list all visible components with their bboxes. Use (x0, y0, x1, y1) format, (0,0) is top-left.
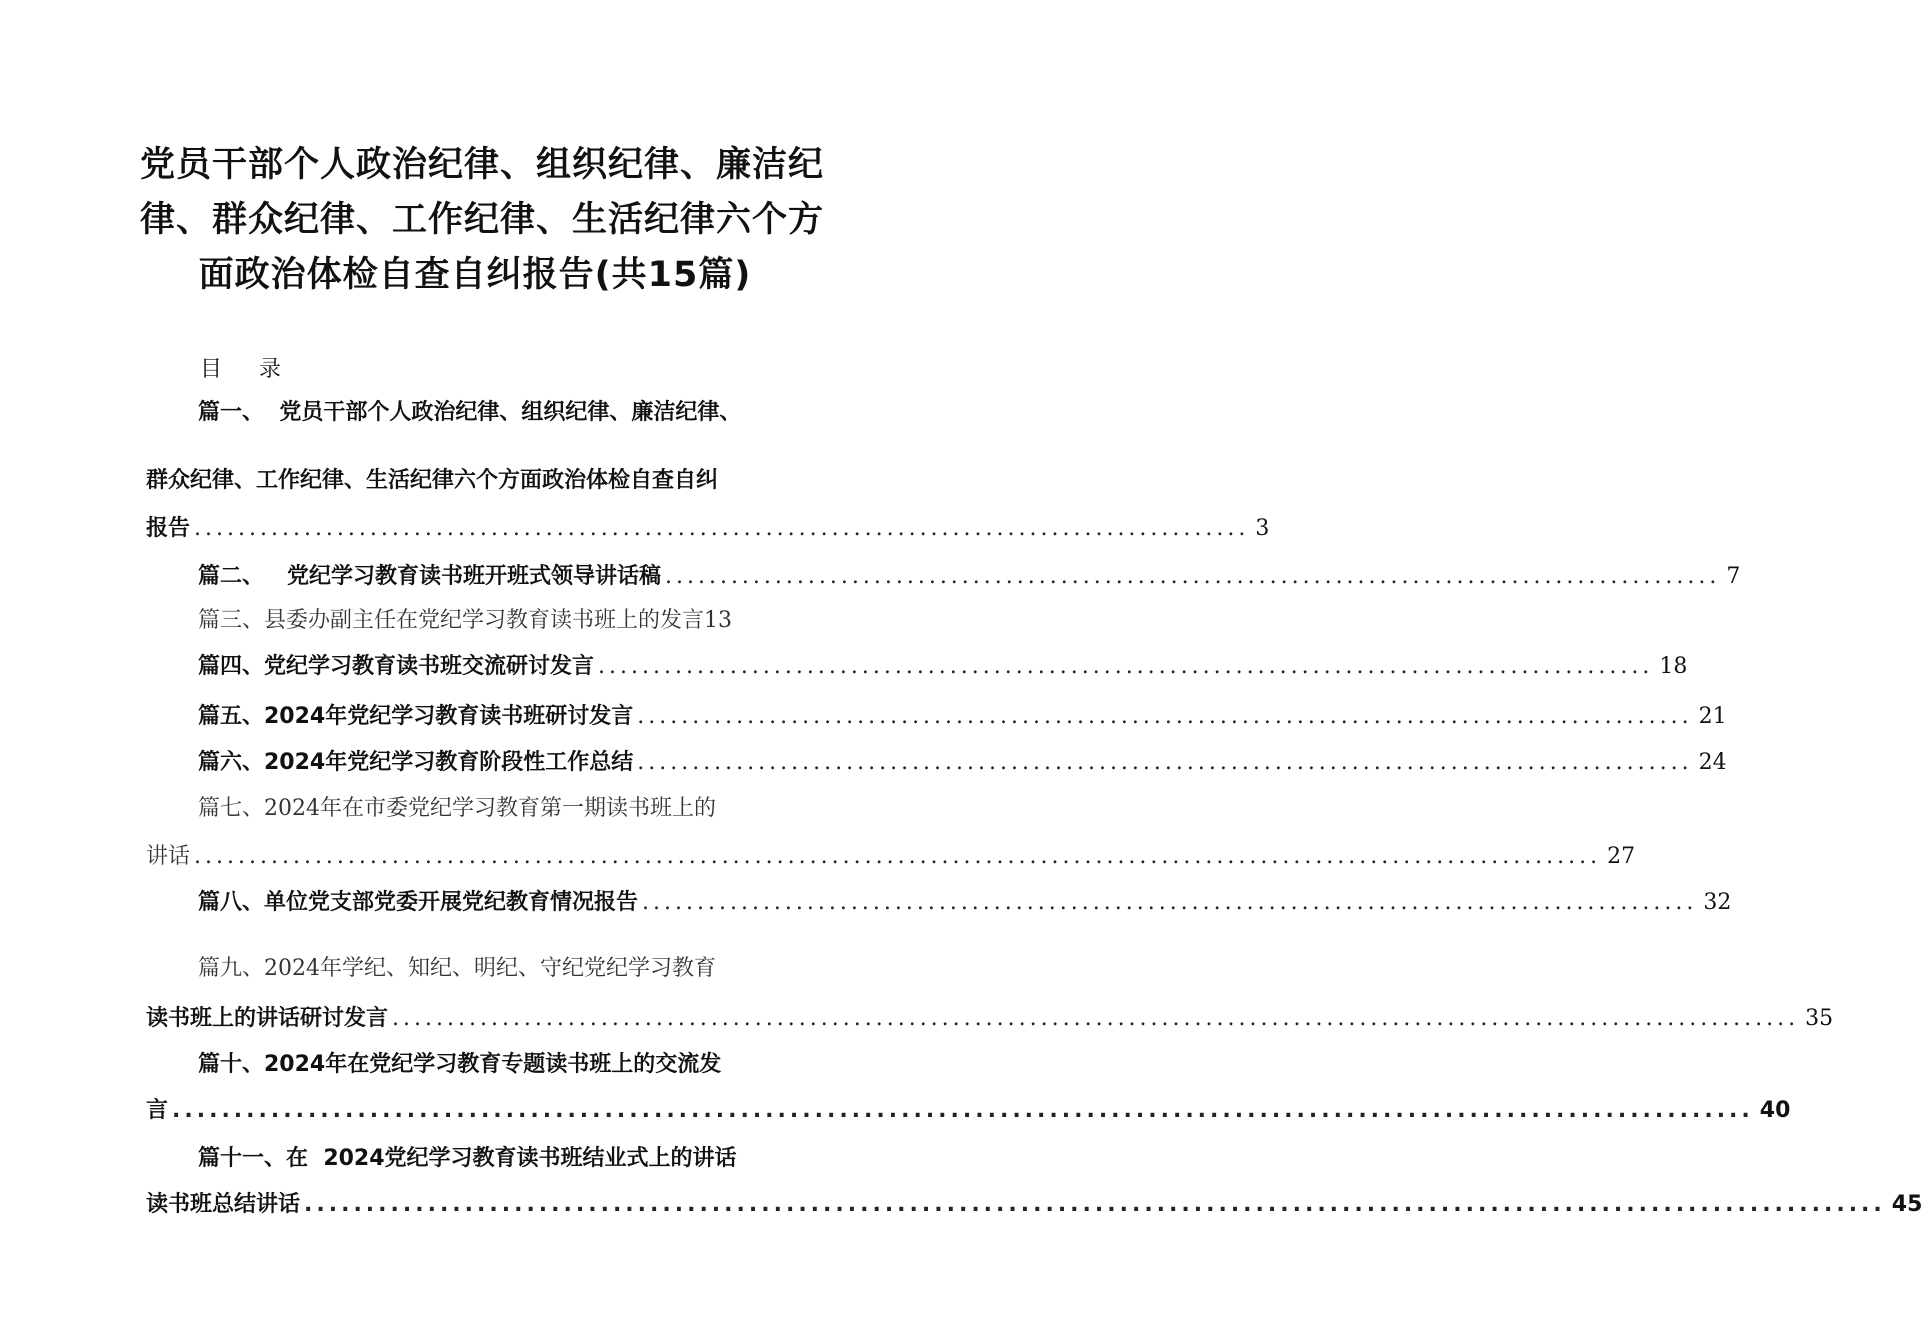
toc-leader-dots: ................................................................................................................................ (172, 1098, 1754, 1123)
toc-page-number: 24 (1698, 750, 1727, 775)
toc-entry-text: 篇四、党纪学习教育读书班交流研讨发言 (198, 654, 595, 679)
toc-heading: 目 录 (200, 357, 282, 382)
toc-entry-text: 篇八、单位党支部党委开展党纪教育情况报告 (198, 890, 639, 915)
toc-entry-1-line-1[interactable] (198, 398, 818, 428)
toc-page-number: 7 (1726, 564, 1741, 589)
toc-entry-text: 篇九、2024年学纪、知纪、明纪、守纪党纪学习教育 (198, 956, 716, 981)
toc-entry-text: 言 (146, 1098, 169, 1123)
toc-leader-dots: ................................................................................................ (194, 516, 1250, 541)
title-line-2: 律、群众纪律、工作纪律、生活纪律六个方 (140, 200, 825, 240)
toc-page-number: 27 (1607, 844, 1636, 869)
toc-entry-6[interactable] (198, 748, 1727, 778)
toc-page-number: 40 (1759, 1098, 1791, 1123)
toc-leader-dots: ................................................................................................ (637, 704, 1693, 729)
toc-leader-dots: ................................................................................................................................ (392, 1006, 1800, 1031)
toc-leader-dots: ................................................................................................ (664, 564, 1721, 589)
toc-entry-8[interactable] (198, 888, 1732, 918)
toc-entry-text: 篇十一、在 2024党纪学习教育读书班结业式上的讲话 (198, 1146, 737, 1171)
toc-entry-7-line-2[interactable] (146, 842, 1636, 872)
toc-entry-text: 读书班总结讲话 (146, 1192, 301, 1217)
toc-entry-2[interactable] (198, 562, 1741, 592)
toc-entry-11-line-1[interactable] (198, 1144, 818, 1174)
toc-page-number: 45 (1891, 1192, 1922, 1217)
toc-entry-text: 篇七、2024年在市委党纪学习教育第一期读书班上的 (198, 796, 716, 821)
toc-page-number: 13 (704, 608, 733, 633)
title-line-3: 面政治体检自查自纠报告(共15篇) (198, 255, 752, 295)
toc-page-number: 3 (1255, 516, 1270, 541)
toc-page-number: 32 (1703, 890, 1732, 915)
toc-entry-1-line-2[interactable] (146, 466, 816, 496)
toc-entry-text: 篇三、县委办副主任在党纪学习教育读书班上的发言 (198, 608, 705, 633)
toc-entry-text: 篇十、2024年在党纪学习教育专题读书班上的交流发 (198, 1052, 722, 1077)
toc-entry-text: 篇一、 党员干部个人政治纪律、组织纪律、廉洁纪律、 (198, 400, 742, 425)
toc-entry-10-line-1[interactable] (198, 1050, 818, 1080)
toc-entry-5[interactable] (198, 702, 1727, 732)
toc-entry-10-line-2[interactable] (146, 1096, 1791, 1126)
toc-entry-text: 篇五、2024年党纪学习教育读书班研讨发言 (198, 704, 634, 729)
toc-entry-text: 群众纪律、工作纪律、生活纪律六个方面政治体检自查自纠 (146, 468, 719, 493)
toc-entry-text: 讲话 (146, 844, 191, 869)
document-title (140, 138, 825, 303)
toc-page-number: 35 (1805, 1006, 1834, 1031)
toc-leader-dots: ................................................................................................ (642, 890, 1698, 915)
toc-leader-dots: ................................................................................................................................ (194, 844, 1602, 869)
toc-leader-dots: ................................................................................................ (598, 654, 1654, 679)
toc-entry-4[interactable] (198, 652, 1688, 682)
toc-page-number: 18 (1659, 654, 1688, 679)
toc-entry-text: 篇二、 党纪学习教育读书班开班式领导讲话稿 (198, 564, 661, 589)
toc-entry-11-line-2[interactable] (146, 1190, 1922, 1220)
toc-leader-dots: ................................................................................................ (637, 750, 1693, 775)
toc-entry-text: 读书班上的讲话研讨发言 (146, 1006, 389, 1031)
toc-entry-3[interactable] (198, 606, 822, 636)
toc-entry-9-line-1[interactable] (198, 954, 818, 984)
toc-leader-dots: ................................................................................................................................ (304, 1192, 1886, 1217)
toc-entry-text: 报告 (146, 516, 191, 541)
toc-entry-1-line-3[interactable] (146, 514, 1270, 544)
toc-entry-7-line-1[interactable] (198, 794, 818, 824)
toc-page-number: 21 (1698, 704, 1727, 729)
title-line-1: 党员干部个人政治纪律、组织纪律、廉洁纪 (140, 145, 825, 185)
toc-entry-text: 篇六、2024年党纪学习教育阶段性工作总结 (198, 750, 634, 775)
toc-entry-9-line-2[interactable] (146, 1004, 1834, 1034)
